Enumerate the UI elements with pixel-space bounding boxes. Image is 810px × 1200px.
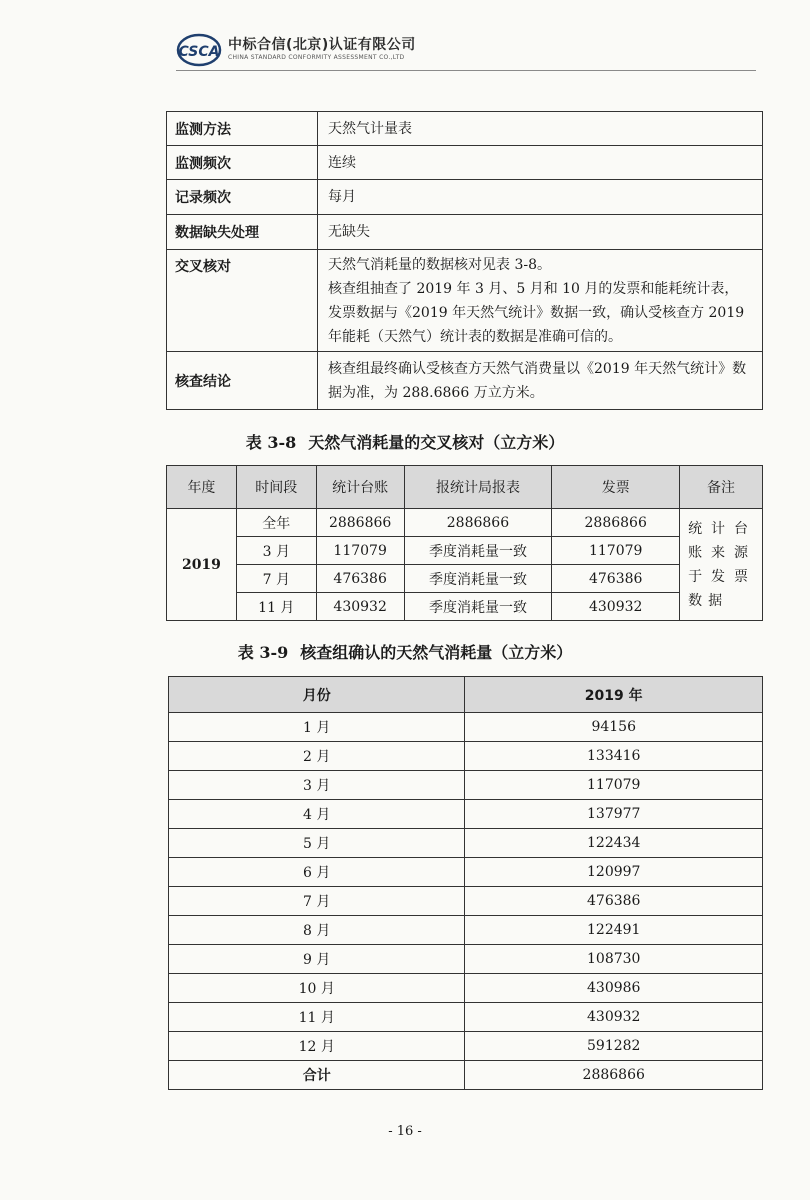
month-cell: 4 月	[169, 800, 465, 829]
value-cell: 122491	[465, 916, 763, 945]
cross-check-table	[166, 465, 763, 621]
table-row	[167, 146, 763, 180]
month-cell: 8 月	[169, 916, 465, 945]
month-cell: 12 月	[169, 1032, 465, 1061]
column-header: 统计台账	[316, 466, 404, 509]
row-value: 连续	[318, 146, 763, 180]
month-cell: 9 月	[169, 945, 465, 974]
value-cell: 430986	[465, 974, 763, 1003]
note-cell: 统计台账来源于发票数据	[680, 509, 763, 621]
caption-title: 核查组确认的天然气消耗量（立方米）	[300, 643, 573, 662]
table-row	[167, 352, 763, 410]
page-number: - 16 -	[388, 1124, 422, 1139]
row-key: 监测频次	[167, 146, 318, 180]
caption-number: 表 3-9	[237, 643, 289, 662]
ledger-cell: 430932	[316, 593, 404, 621]
table-header-row	[169, 677, 763, 713]
table-row	[169, 771, 763, 800]
period-cell: 全年	[236, 509, 316, 537]
row-value	[318, 250, 763, 352]
value-cell: 591282	[465, 1032, 763, 1061]
table-row	[167, 593, 763, 621]
row-key: 数据缺失处理	[167, 215, 318, 250]
period-cell: 11 月	[236, 593, 316, 621]
report-cell: 季度消耗量一致	[404, 537, 552, 565]
header-divider	[176, 70, 756, 71]
table-row	[169, 713, 763, 742]
value-cell: 137977	[465, 800, 763, 829]
table-header-row	[167, 466, 763, 509]
table-row	[169, 1003, 763, 1032]
value-cell: 133416	[465, 742, 763, 771]
caption-title: 天然气消耗量的交叉核对（立方米）	[308, 433, 565, 452]
report-cell: 季度消耗量一致	[404, 565, 552, 593]
row-value: 核查组最终确认受核查方天然气消费量以《2019 年天然气统计》数据为准，为 288.6866 万立方米。	[318, 352, 763, 410]
column-header: 月份	[169, 677, 465, 713]
invoice-cell: 117079	[552, 537, 680, 565]
row-key: 交叉核对	[167, 250, 318, 352]
invoice-cell: 430932	[552, 593, 680, 621]
total-row	[169, 1061, 763, 1090]
company-name-cn: 中标合信(北京)认证有限公司	[228, 37, 416, 53]
ledger-cell: 117079	[316, 537, 404, 565]
table-row	[167, 250, 763, 352]
month-cell: 6 月	[169, 858, 465, 887]
column-header: 备注	[680, 466, 763, 509]
logo-text: CSCA	[178, 44, 220, 60]
table-row	[167, 215, 763, 250]
value-cell: 122434	[465, 829, 763, 858]
ledger-cell: 476386	[316, 565, 404, 593]
row-key: 核查结论	[167, 352, 318, 410]
column-header: 2019 年	[465, 677, 763, 713]
total-label: 合计	[169, 1061, 465, 1090]
month-cell: 5 月	[169, 829, 465, 858]
table-row	[167, 112, 763, 146]
ledger-cell: 2886866	[316, 509, 404, 537]
table-row	[169, 800, 763, 829]
invoice-cell: 2886866	[552, 509, 680, 537]
table-row	[169, 829, 763, 858]
month-cell: 7 月	[169, 887, 465, 916]
value-cell: 476386	[465, 887, 763, 916]
report-cell: 2886866	[404, 509, 552, 537]
row-value: 每月	[318, 180, 763, 215]
row-key: 监测方法	[167, 112, 318, 146]
table-row	[167, 565, 763, 593]
total-value: 2886866	[465, 1061, 763, 1090]
table-row	[167, 180, 763, 215]
column-header: 发票	[552, 466, 680, 509]
monitoring-info-table	[166, 111, 763, 410]
table-row	[169, 974, 763, 1003]
report-cell: 季度消耗量一致	[404, 593, 552, 621]
value-cell: 120997	[465, 858, 763, 887]
table-row	[169, 858, 763, 887]
row-value: 天然气计量表	[318, 112, 763, 146]
month-cell: 11 月	[169, 1003, 465, 1032]
value-cell: 430932	[465, 1003, 763, 1032]
month-cell: 1 月	[169, 713, 465, 742]
year-cell: 2019	[167, 509, 237, 621]
column-header: 年度	[167, 466, 237, 509]
csca-logo-icon	[176, 32, 222, 68]
table-row	[167, 509, 763, 537]
row-value: 无缺失	[318, 215, 763, 250]
period-cell: 3 月	[236, 537, 316, 565]
table-row	[167, 537, 763, 565]
monthly-consumption-table	[168, 676, 763, 1090]
table-row	[169, 1032, 763, 1061]
value-cell: 94156	[465, 713, 763, 742]
company-name-en: CHINA STANDARD CONFORMITY ASSESSMENT CO.,LTD	[228, 54, 405, 61]
column-header: 报统计局报表	[404, 466, 552, 509]
cross-check-line: 天然气消耗量的数据核对见表 3-8。	[328, 256, 551, 273]
table-row	[169, 887, 763, 916]
table-caption	[0, 640, 810, 663]
caption-number: 表 3-8	[245, 433, 297, 452]
month-cell: 3 月	[169, 771, 465, 800]
table-row	[169, 742, 763, 771]
row-key: 记录频次	[167, 180, 318, 215]
value-cell: 117079	[465, 771, 763, 800]
value-cell: 108730	[465, 945, 763, 974]
period-cell: 7 月	[236, 565, 316, 593]
column-header: 时间段	[236, 466, 316, 509]
cross-check-line: 核查组抽查了 2019 年 3 月、5 月和 10 月的发票和能耗统计表，发票数据与《2019 年天然气统计》数据一致，确认受核查方 2019 年能耗（天然气）统计表的数据是准确可信的。	[328, 280, 745, 345]
page-header	[176, 30, 756, 72]
table-caption	[0, 430, 810, 453]
month-cell: 2 月	[169, 742, 465, 771]
month-cell: 10 月	[169, 974, 465, 1003]
table-row	[169, 945, 763, 974]
table-row	[169, 916, 763, 945]
invoice-cell: 476386	[552, 565, 680, 593]
